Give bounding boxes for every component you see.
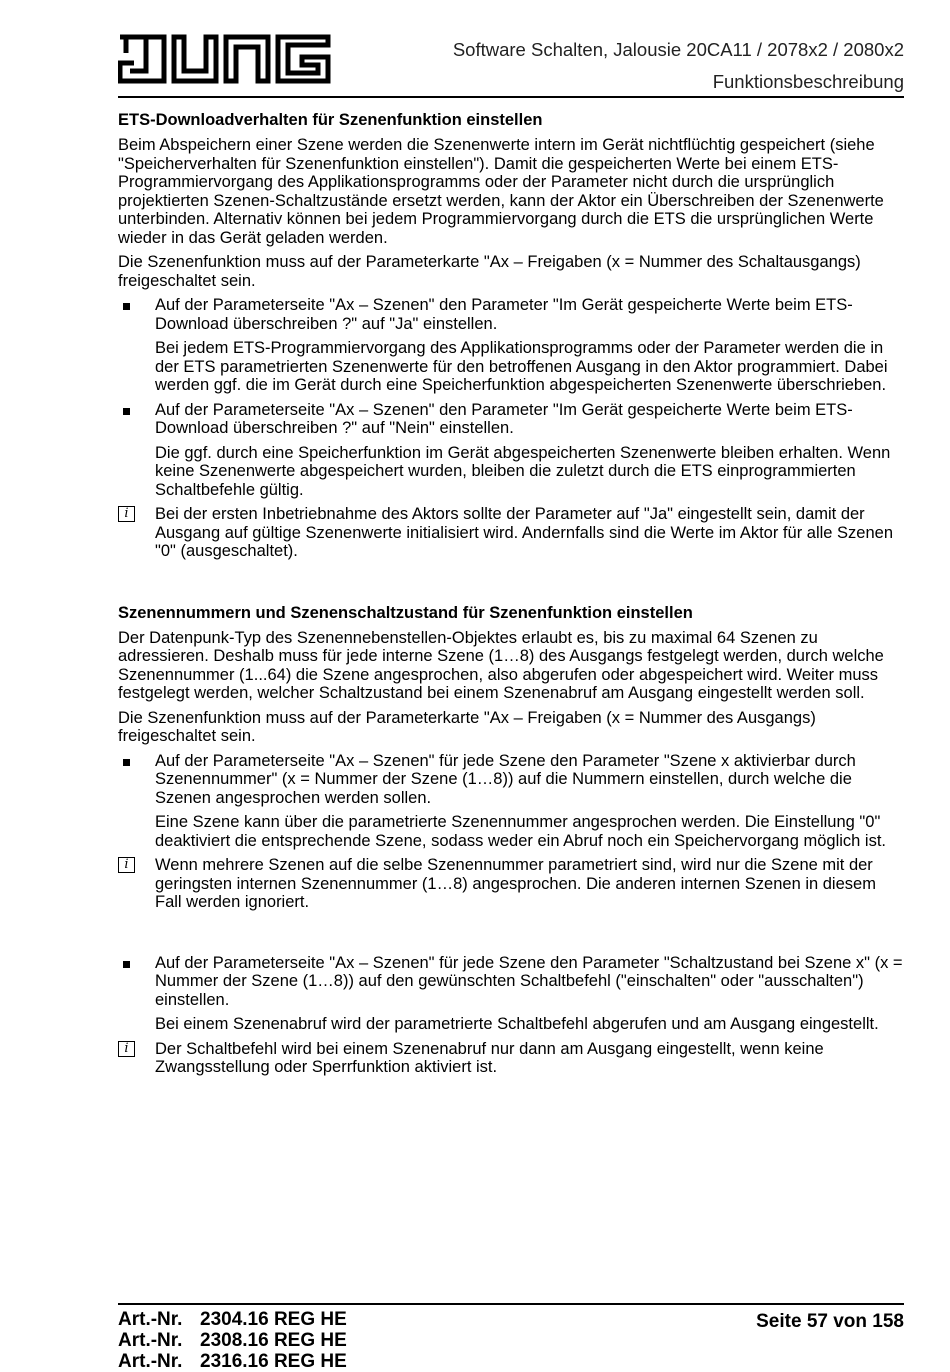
bullet-item [118,752,904,808]
paragraph: Die Szenenfunktion muss auf der Parameterkarte "Ax – Freigaben (x = Nummer des Ausgangs) freigeschaltet sein. [118,708,816,745]
bullet-item [118,954,904,1010]
bullet-text: Auf der Parameterseite "Ax – Szenen" für jede Szene den Parameter "Szene x aktivierbar durch Szenennummer" (x = Nummer der Szene (1…8)) auf die Nummern einstellen, durch welche die Szenen angesprochen werden sollen. [155,751,856,807]
square-bullet-icon [123,401,130,420]
bullet-text: Auf der Parameterseite "Ax – Szenen" den Parameter "Im Gerät gespeicherte Werte beim ETS-Download überschreiben ?" auf "Nein" einstellen. [155,400,853,437]
bullet-result: Die ggf. durch eine Speicherfunktion im Gerät abgespeicherten Szenenwerte bleiben erhalten. Wenn keine Szenenwerte abgespeichert wurden, bleiben die zuletzt durch die ETS einprogrammierten Schaltbefehle gültig. [155,443,891,499]
info-note [118,505,904,561]
bullet-result: Eine Szene kann über die parametrierte Szenennummer angesprochen werden. Die Einstellung "0" deaktiviert die entsprechende Szene, sodass weder ein Abruf noch ein Speichervorgang möglich ist. [155,813,887,850]
paragraph: Der Datenpunk-Typ des Szenennebenstellen-Objektes erlaubt es, bis zu maximal 64 Szenen zu adressieren. Deshalb muss für jede interne Szene (1…8) des Ausgangs festgelegt werden, durch welche Szenennummer (1...64) die Szene angesprochen, also abgerufen oder abgespeichert wird. Weiter muss festgelegt werden, welcher Schaltzustand bei einem Szenenabruf am Ausgang eingestellt werden soll. [118,628,884,702]
info-note [118,856,904,912]
page-header [118,30,904,98]
header-text [453,34,904,98]
bullet-item [118,296,904,333]
info-text: Der Schaltbefehl wird bei einem Szenenabruf nur dann am Ausgang eingestellt, wenn keine Zwangsstellung oder Sperrfunktion aktiviert ist. [155,1039,824,1076]
square-bullet-icon [123,954,130,973]
article-number: Art.-Nr. 2308.16 REG HE [118,1330,347,1351]
bullet-text: Auf der Parameterseite "Ax – Szenen" den Parameter "Im Gerät gespeicherte Werte beim ETS-Download überschreiben ?" auf "Ja" einstellen. [155,296,853,333]
article-number: Art.-Nr. 2304.16 REG HE [118,1309,347,1330]
info-note [118,1040,904,1077]
paragraph: Die Szenenfunktion muss auf der Parameterkarte "Ax – Freigaben (x = Nummer des Schaltausgangs) freigeschaltet sein. [118,253,861,290]
square-bullet-icon [123,296,130,315]
info-icon: i [118,506,135,522]
bullet-text: Auf der Parameterseite "Ax – Szenen" für jede Szene den Parameter "Schaltzustand bei Szene x" (x = Nummer der Szene (1…8)) auf den gewünschten Schaltbefehl ("einschalten" oder "ausschalten") einstellen. [155,953,903,1009]
info-icon: i [118,1041,135,1057]
article-number: Art.-Nr. 2316.16 REG HE [118,1351,347,1372]
paragraph: Beim Abspeichern einer Szene werden die Szenenwerte intern im Gerät nichtflüchtig gespeichert (siehe "Speicherverhalten für Szenenfunktion einstellen"). Damit die gespeicherten Werte bei einem ETS-Programmiervorgang des Applikationsprogramms oder der Parameter nicht durch die ursprünglich projektierten Szenen-Schaltzustände ersetzt werden, kann der Aktor ein Überschreiben der Szenenwerte unterbinden. Alternativ können bei jedem Programmiervorgang durch die ETS die ursprünglichen Werte wieder in das Gerät geladen werden. [118,136,884,247]
info-icon: i [118,857,135,873]
document-subtitle: Funktionsbeschreibung [712,71,904,92]
bullet-result: Bei einem Szenenabruf wird der parametrierte Schaltbefehl abgerufen und am Ausgang eingestellt. [155,1015,879,1033]
info-text: Wenn mehrere Szenen auf die selbe Szenennummer parametriert sind, wird nur die Szene mit der geringsten internen Szenennummer (1…8) angesprochen. Die anderen internen Szenen in diesem Fall werden ignoriert. [155,856,876,911]
info-text: Bei der ersten Inbetriebnahme des Aktors sollte der Parameter auf "Ja" eingestellt sein, damit der Ausgang auf gültige Szenenwerte initialisiert wird. Andernfalls sind die Werte im Aktor für alle Szenen "0" (ausgeschaltet). [155,505,894,560]
section-heading-ets-download: ETS-Downloadverhalten für Szenenfunktion einstellen [118,111,543,129]
document-title: Software Schalten, Jalousie 20CA11 / 2078x2 / 2080x2 [452,39,904,60]
section-heading-scene-numbers: Szenennummern und Szenenschaltzustand für Szenenfunktion einstellen [118,603,693,622]
jung-logo [118,33,332,85]
page-footer [118,1303,904,1372]
page-number: Seite 57 von 158 [756,1311,904,1332]
page-content [118,110,904,1083]
bullet-item [118,401,904,438]
bullet-result: Bei jedem ETS-Programmiervorgang des Applikationsprogramms oder der Parameter werden die in der ETS parametrierten Szenenwerte für den betroffenen Ausgang in den Aktor programmiert. Dabei werden ggf. die im Gerät durch eine Speicherfunktion abgespeicherten Szenenwerte überschrieben. [155,339,888,394]
square-bullet-icon [123,752,130,771]
